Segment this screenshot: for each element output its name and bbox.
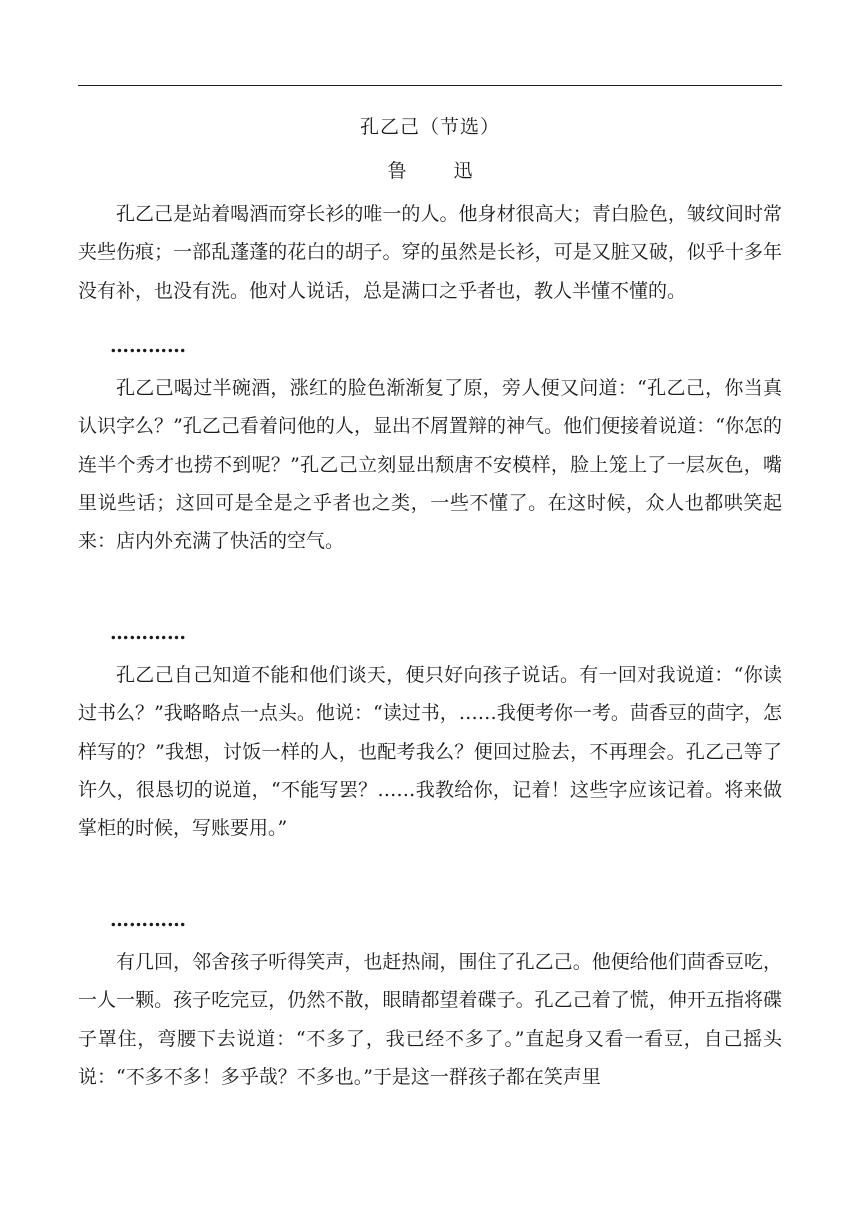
header-rule — [78, 85, 782, 86]
section-separator: ………… — [110, 335, 186, 357]
paragraph: 孔乙己是站着喝酒而穿长衫的唯一的人。他身材很高大；青白脸色，皱纹间时常夹些伤痕；一部乱蓬蓬的花白的胡子。穿的虽然是长衫，可是又脏又破，似乎十多年没有补，也没有洗。他对人说话，总是满口之乎者也，教人半懂不懂的。 — [78, 203, 782, 302]
document-title: 孔乙己（节选） — [359, 116, 500, 138]
paragraph: 孔乙己喝过半碗酒，涨红的脸色渐渐复了原，旁人便又问道：“孔乙己，你当真认识字么？”孔乙己看着问他的人，显出不屑置辩的神气。他们便接着说道：“你怎的连半个秀才也捞不到呢？”孔乙己立刻显出颓唐不安模样，脸上笼上了一层灰色，嘴里说些话；这回可是全是之乎者也之类，一些不懂了。在这时候，众人也都哄笑起来：店内外充满了快活的空气。 — [78, 377, 782, 553]
document-author: 鲁 迅 — [387, 160, 487, 182]
section-separator: ………… — [110, 909, 186, 931]
document-body — [78, 195, 782, 1113]
paragraph: 孔乙己自己知道不能和他们谈天，便只好向孩子说话。有一回对我说道：“你读过书么？”我略略点一点头。他说：“读过书，……我便考你一考。茴香豆的茴字，怎样写的？”我想，讨饭一样的人，也配考我么？便回过脸去，不再理会。孔乙己等了许久，很恳切的说道，“不能写罢？……我教给你，记着！这些字应该记着。将来做掌柜的时候，写账要用。” — [78, 664, 782, 840]
paragraph: 有几回，邻舍孩子听得笑声，也赶热闹，围住了孔乙己。他便给他们茴香豆吃，一人一颗。孩子吃完豆，仍然不散，眼睛都望着碟子。孔乙己着了慌，伸开五指将碟子罩住，弯腰下去说道：“不多了，我已经不多了。”直起身又看一看豆，自己摇头说：“不多不多！多乎哉？不多也。”于是这一群孩子都在笑声里 — [78, 951, 782, 1088]
section-separator: ………… — [110, 622, 186, 644]
